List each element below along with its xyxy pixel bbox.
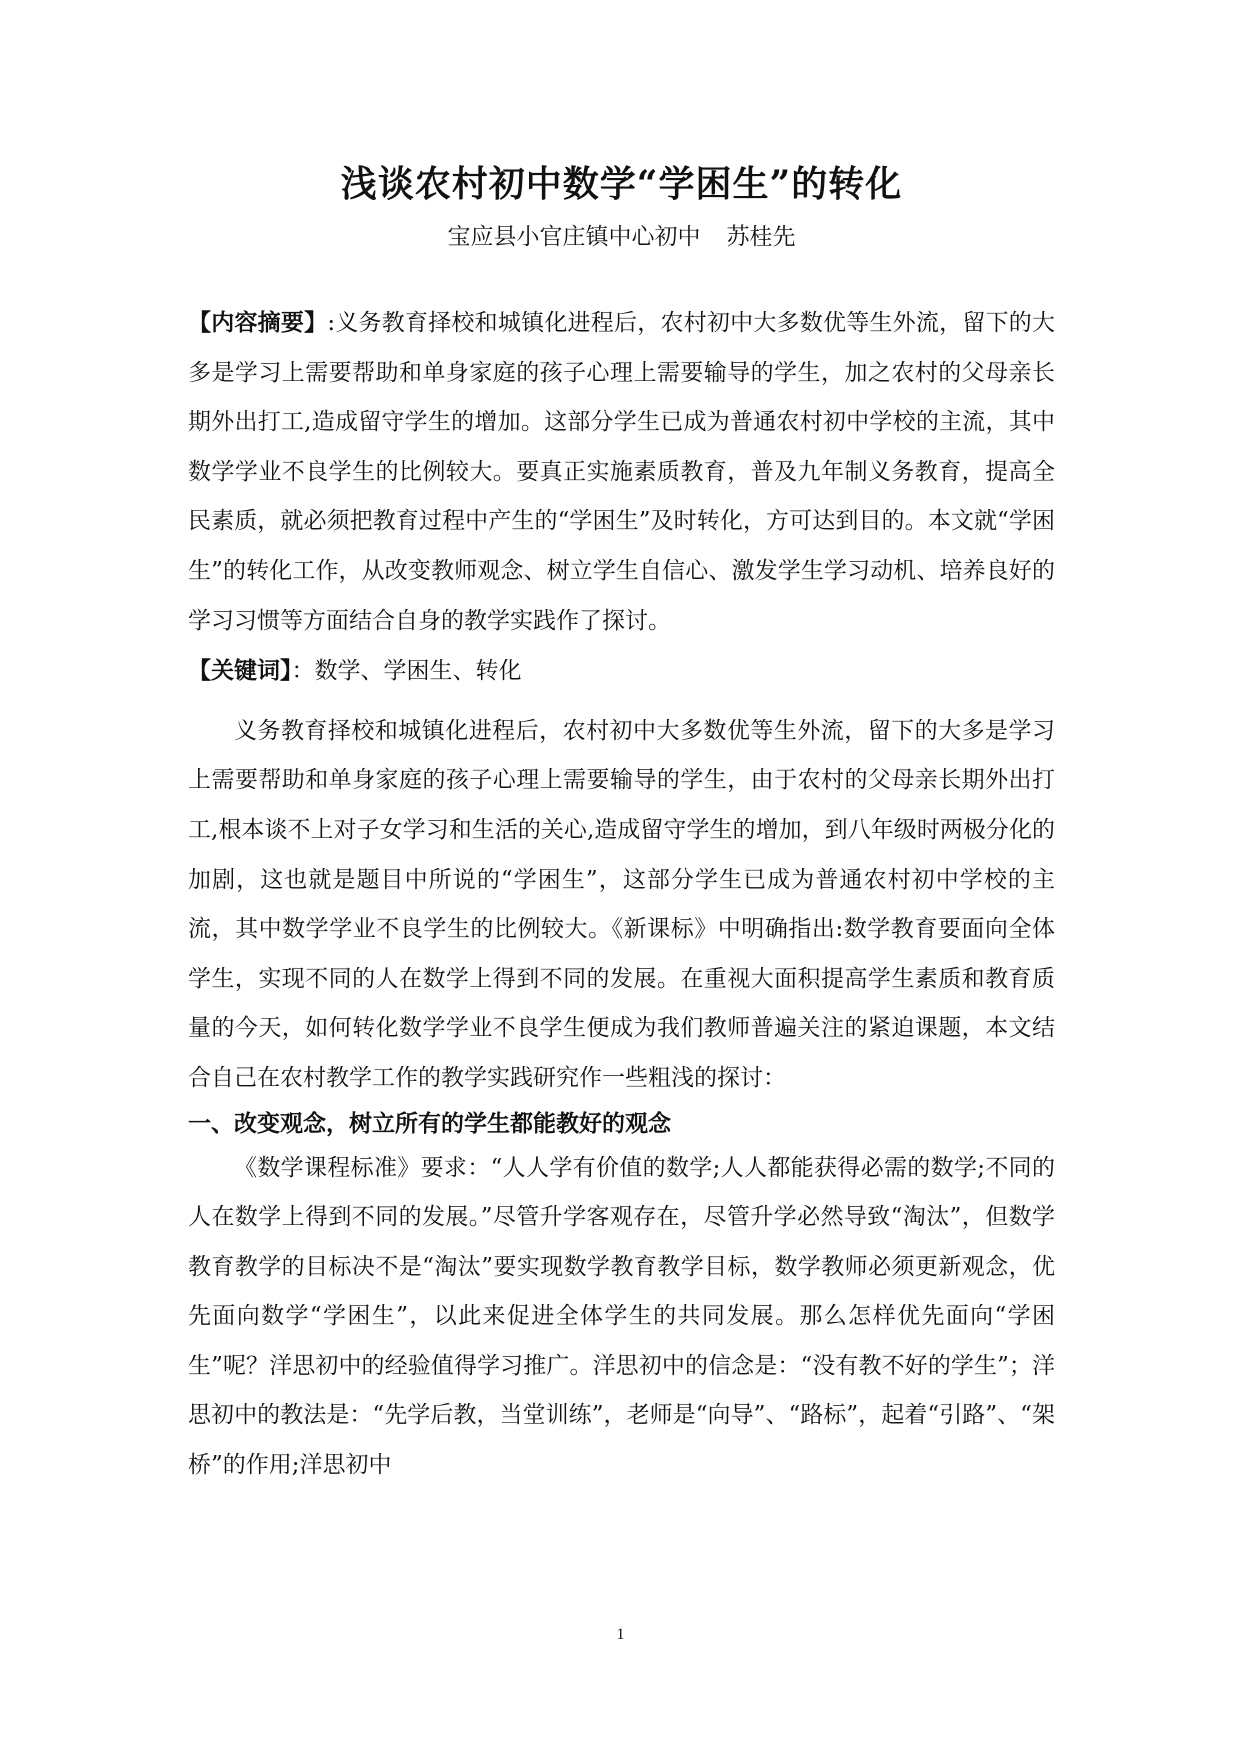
section-paragraph: 《数学课程标准》要求：“人人学有价值的数学;人人都能获得必需的数学;不同的人在数学上得到不同的发展。”尽管升学客观存在，尽管升学必然导致“淘汰”，但数学教育教学的目标决不是“淘汰”要实现数学教育教学目标，数学教师必须更新观念，优先面向数学“学困生”，以此来促进全体学生的共同发展。那么怎样优先面向“学困生”呢？洋思初中的经验值得学习推广。洋思初中的信念是：“没有教不好的学生”；洋思初中的教法是：“先学后教，当堂训练”，老师是“向导”、“路标”，起着“引路”、“架桥”的作用;洋思初中 — [188, 1154, 1055, 1479]
intro-paragraph: 义务教育择校和城镇化进程后，农村初中大多数优等生外流，留下的大多是学习上需要帮助和单身家庭的孩子心理上需要输导的学生，由于农村的父母亲长期外出打工,根本谈不上对子女学习和生活的关心,造成留守学生的增加，到八年级时两极分化的加剧，这也就是题目中所说的“学困生”，这部分学生已成为普通农村初中学校的主流，其中数学学业不良学生的比例较大。《新课标》中明确指出:数学教育要面向全体学生，实现不同的人在数学上得到不同的发展。在重视大面积提高学生素质和教育质量的今天，如何转化数学学业不良学生便成为我们教师普遍关注的紧迫课题，本文结合自己在农村教学工作的教学实践研究作一些粗浅的探讨： — [188, 717, 1055, 1091]
affiliation: 宝应县小官庄镇中心初中 — [447, 224, 701, 250]
keywords — [188, 646, 1055, 697]
page-number: 1 — [616, 1626, 625, 1643]
section-heading: 一、改变观念，树立所有的学生都能教好的观念 — [188, 1109, 671, 1137]
abstract-text: :义务教育择校和城镇化进程后，农村初中大多数优等生外流，留下的大多是学习上需要帮助和单身家庭的孩子心理上需要输导的学生，加之农村的父母亲长期外出打工,造成留守学生的增加。这部分学生已成为普通农村初中学校的主流，其中数学学业不良学生的比例较大。要真正实施素质教育，普及九年制义务教育，提高全民素质，就必须把教育过程中产生的“学困生”及时转化，方可达到目的。本文就“学困生”的转化工作，从改变教师观念、树立学生自信心、激发学生学习动机、培养良好的学习习惯等方面结合自身的教学实践作了探讨。 — [188, 310, 1056, 634]
document-page — [188, 160, 1055, 1491]
keywords-label: 【关键词】 — [188, 657, 292, 685]
document-title: 浅谈农村初中数学“学困生”的转化 — [340, 163, 903, 205]
keywords-text: ：数学、学困生、转化 — [291, 658, 522, 685]
author-name: 苏桂先 — [726, 224, 796, 250]
abstract-label: 【内容摘要】 — [188, 309, 328, 336]
byline — [188, 220, 1055, 254]
abstract — [188, 298, 1055, 646]
